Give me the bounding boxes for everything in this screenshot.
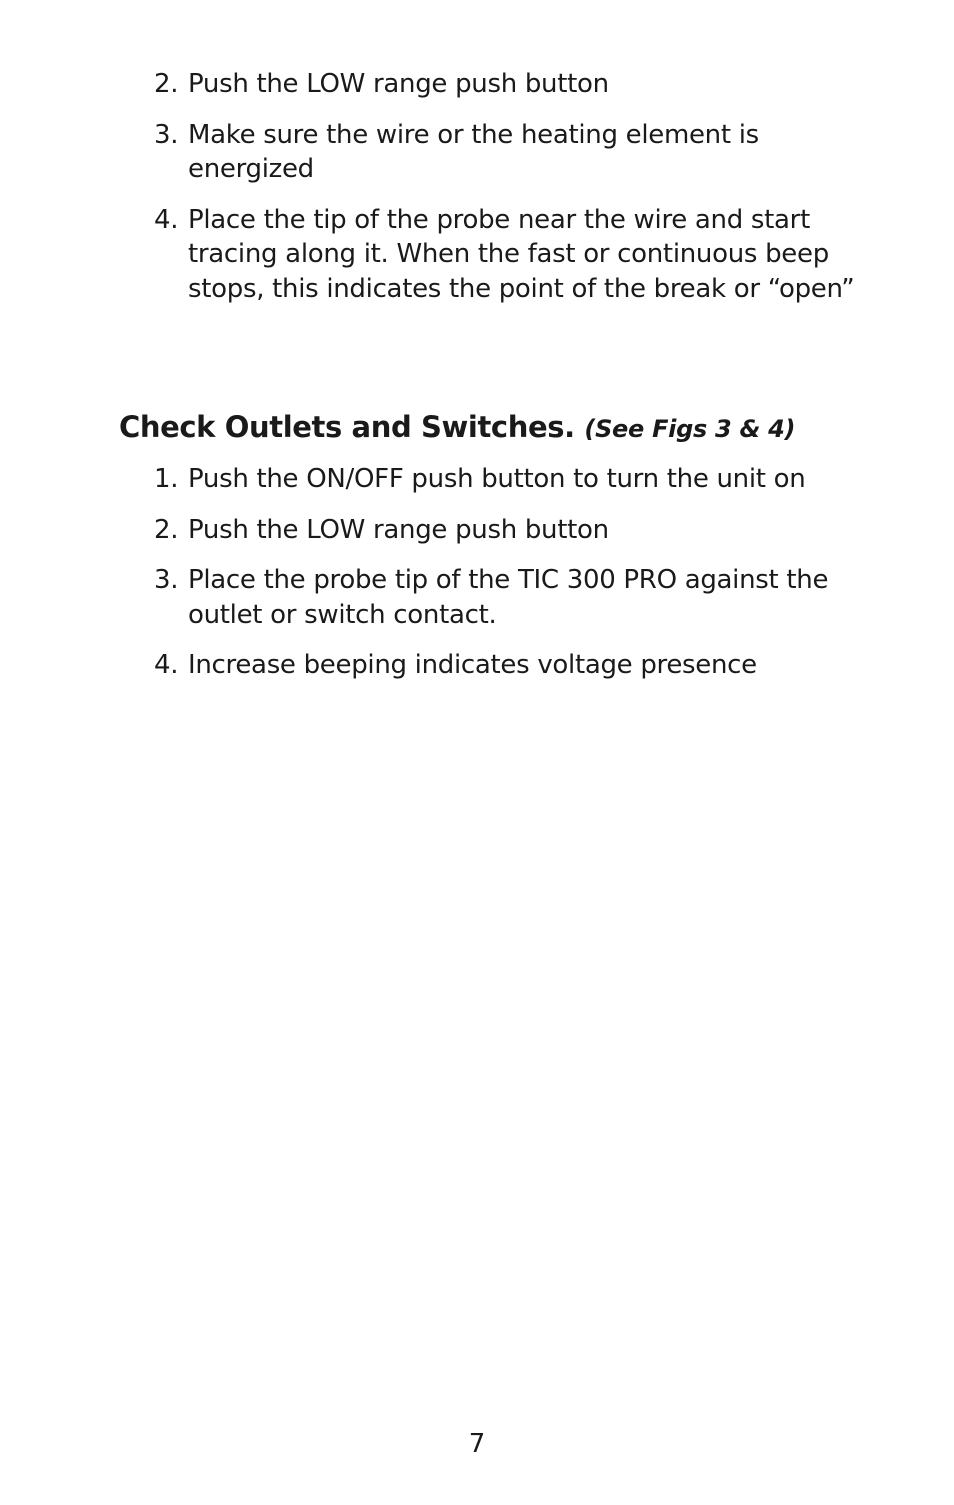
outlets-steps-list <box>154 462 874 699</box>
step-number: 3. <box>154 565 179 595</box>
step-text: Place the tip of the probe near the wire and start tracing along it. When the fast or continuous beep stops, this indicates the point of the break or “open” <box>188 204 855 304</box>
step-text: Push the LOW range push button <box>188 69 609 99</box>
continued-steps-list <box>154 67 874 322</box>
step-number: 2. <box>154 69 179 99</box>
step-number: 4. <box>154 650 179 680</box>
step-text: Push the LOW range push button <box>188 514 609 545</box>
list-item <box>154 203 874 307</box>
step-number: 4. <box>154 204 179 235</box>
step-text: Push the ON/OFF push button to turn the unit on <box>188 464 806 494</box>
step-text: Increase beeping indicates voltage presence <box>188 650 757 680</box>
step-number: 2. <box>154 514 179 545</box>
figure-reference: (See Figs 3 & 4) <box>584 415 796 443</box>
step-text: Place the probe tip of the TIC 300 PRO against the outlet or switch contact. <box>188 565 829 630</box>
list-item <box>154 462 874 497</box>
list-item <box>154 67 874 102</box>
list-item <box>154 648 874 683</box>
section-heading <box>119 405 795 451</box>
section-title: Check Outlets and Switches. <box>119 410 575 444</box>
list-item <box>154 563 874 632</box>
page-number: 7 <box>468 1429 486 1459</box>
step-number: 1. <box>154 464 179 494</box>
step-number: 3. <box>154 119 179 150</box>
list-item <box>154 118 874 187</box>
step-text: Make sure the wire or the heating element is energized <box>188 119 759 184</box>
list-item <box>154 513 874 548</box>
